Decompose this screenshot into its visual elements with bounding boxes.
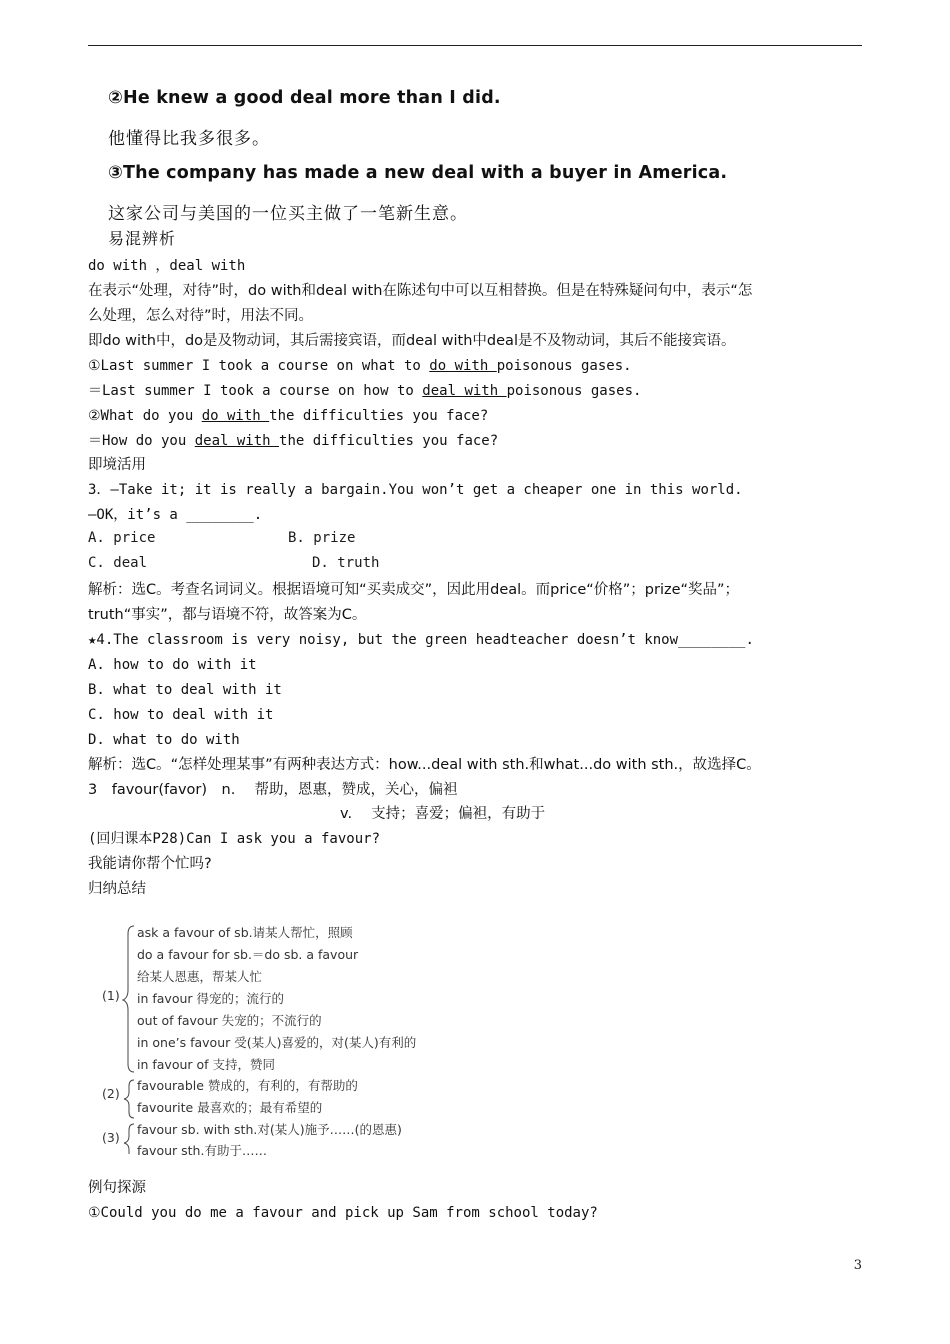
compare-para-1a: 在表示“处理，对待”时，do with和deal with在陈述句中可以互相替换。但是在特殊疑问句中，表示“怎 bbox=[88, 283, 753, 299]
group-2-number: (2) bbox=[102, 1086, 120, 1101]
group-1-line: in one’s favour 受(某人)喜爱的，对(某人)有利的 bbox=[137, 1035, 417, 1050]
group-1-line: ask a favour of sb.请某人帮忙，照顾 bbox=[137, 925, 353, 940]
brace-lines bbox=[122, 924, 136, 1154]
vocab-head: 3 favour(favor) n. 帮助，恩惠，赞成，关心，偏袒 bbox=[88, 782, 458, 798]
example-3-en: ③The company has made a new deal with a buyer in America. bbox=[108, 163, 728, 183]
textbook-sentence: (回归课本P28)Can I ask you a favour? bbox=[88, 831, 381, 847]
group-2-line: favourable 赞成的，有利的，有帮助的 bbox=[137, 1078, 358, 1093]
source-example-1: ①Could you do me a favour and pick up Sam from school today? bbox=[88, 1205, 598, 1221]
summary-figure bbox=[100, 920, 480, 1160]
option-3d: D. truth bbox=[312, 555, 380, 571]
option-4a: A. how to do with it bbox=[88, 657, 257, 673]
option-4c: C. how to deal with it bbox=[88, 707, 274, 723]
section-title-confusable: 易混辨析 bbox=[108, 229, 177, 248]
example-2-en: ②He knew a good deal more than I did. bbox=[108, 88, 501, 108]
group-3-line: favour sb. with sth.对(某人)施予……(的恩惠) bbox=[137, 1122, 402, 1137]
textbook-sentence-cn: 我能请你帮个忙吗? bbox=[88, 856, 212, 872]
page-number: 3 bbox=[853, 1258, 862, 1273]
question-3-reply: —OK，it’s a ________. bbox=[88, 507, 263, 523]
group-1-number: (1) bbox=[102, 988, 120, 1003]
practice-title: 即境活用 bbox=[88, 457, 146, 473]
example-3-cn: 这家公司与美国的一位买主做了一笔新生意。 bbox=[108, 204, 468, 224]
group-3-line: favour sth.有助于…… bbox=[137, 1143, 267, 1158]
header-rule bbox=[88, 45, 862, 46]
example-2-cn: 他懂得比我多很多。 bbox=[108, 129, 270, 149]
group-3-number: (3) bbox=[102, 1130, 120, 1145]
group-1-line: out of favour 失宠的；不流行的 bbox=[137, 1013, 322, 1028]
compare-example-4: ＝How do you deal with the difficulties you face? bbox=[88, 433, 499, 449]
option-4b: B. what to deal with it bbox=[88, 682, 282, 698]
group-1-line: in favour of 支持，赞同 bbox=[137, 1057, 276, 1072]
answer-4: 解析：选C。“怎样处理某事”有两种表达方式：how...deal with sth.和what...do with sth.，故选择C。 bbox=[88, 757, 761, 773]
vocab-verb: v. 支持；喜爱；偏袒，有助于 bbox=[340, 806, 546, 822]
summary-title: 归纳总结 bbox=[88, 881, 146, 897]
group-1-line: 给某人恩惠，帮某人忙 bbox=[137, 969, 263, 984]
answer-3b: truth“事实”，都与语境不符，故答案为C。 bbox=[88, 607, 367, 623]
compare-title: do with ，deal with bbox=[88, 258, 246, 274]
group-1-line: do a favour for sb.＝do sb. a favour bbox=[137, 947, 359, 962]
compare-example-3: ②What do you do with the difficulties you face? bbox=[88, 408, 489, 424]
option-3a: A. price bbox=[88, 530, 156, 546]
answer-3a: 解析：选C。考查名词词义。根据语境可知“买卖成交”，因此用deal。而price“价格”；prize“奖品”； bbox=[88, 582, 740, 598]
compare-para-1b: 么处理，怎么对待”时，用法不同。 bbox=[88, 308, 314, 324]
compare-example-2: ＝Last summer I took a course on how to deal with poisonous gases. bbox=[88, 383, 642, 399]
question-3: 3．—Take it; it is really a bargain.You won’t get a cheaper one in this world. bbox=[88, 482, 743, 498]
source-title: 例句探源 bbox=[88, 1180, 146, 1196]
group-2-line: favourite 最喜欢的；最有希望的 bbox=[137, 1100, 323, 1115]
option-3b: B. prize bbox=[288, 530, 356, 546]
option-4d: D. what to do with bbox=[88, 732, 240, 748]
compare-para-2: 即do with中，do是及物动词，其后需接宾语，而deal with中deal是不及物动词，其后不能接宾语。 bbox=[88, 333, 736, 349]
option-3c: C. deal bbox=[88, 555, 148, 571]
group-1-line: in favour 得宠的；流行的 bbox=[137, 991, 285, 1006]
compare-example-1: ①Last summer I took a course on what to do with poisonous gases. bbox=[88, 358, 632, 374]
question-4: ★4.The classroom is very noisy, but the green headteacher doesn’t know________. bbox=[88, 632, 754, 648]
